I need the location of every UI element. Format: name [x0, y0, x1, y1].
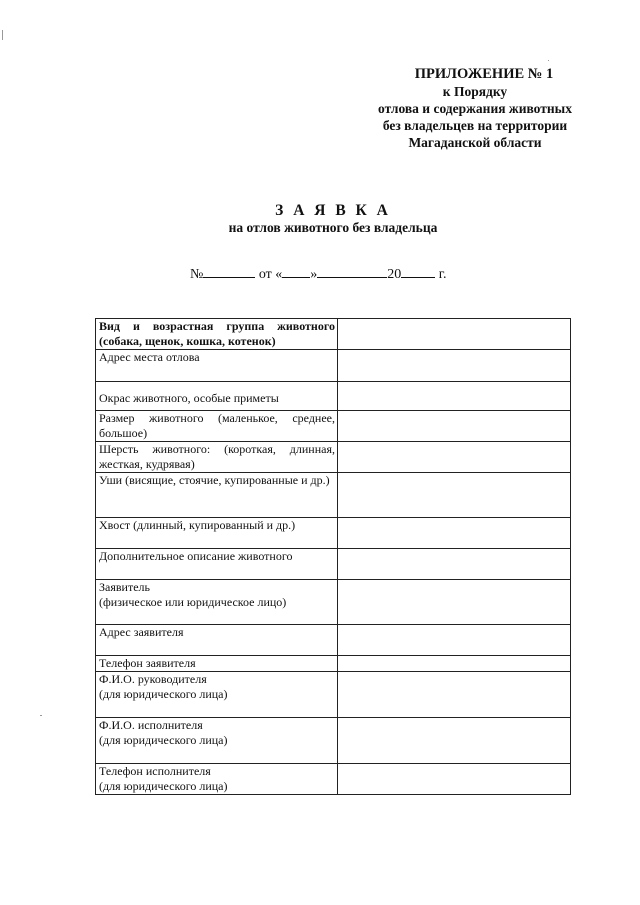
applicant-label: Заявитель [99, 580, 150, 594]
row-value-size[interactable] [338, 411, 571, 442]
row-label-capture-address: Адрес места отлова [96, 350, 338, 382]
row-value-ears[interactable] [338, 473, 571, 518]
director-label: Ф.И.О. руководителя [99, 672, 207, 686]
row-value-capture-address[interactable] [338, 350, 571, 382]
row-label-ears: Уши (висящие, стоячие, купированные и др.) [96, 473, 338, 518]
table-row [96, 518, 571, 549]
table-row [96, 411, 571, 442]
row-value-tail[interactable] [338, 518, 571, 549]
year-prefix: 20 [387, 267, 402, 282]
executor-note: (для юридического лица) [99, 733, 228, 747]
document-title: З А Я В К А [275, 202, 391, 219]
table-row [96, 473, 571, 518]
row-label-extra: Дополнительное описание животного [96, 549, 338, 580]
row-value-executor-phone[interactable] [338, 764, 571, 795]
appendix-block [350, 66, 600, 151]
table-row [96, 580, 571, 625]
number-sign: № [190, 267, 204, 282]
table-row [96, 549, 571, 580]
row-label-applicant-phone: Телефон заявителя [96, 656, 338, 672]
row-value-applicant[interactable] [338, 580, 571, 625]
row-value-applicant-phone[interactable] [338, 656, 571, 672]
row-label-fur: Шерсть животного: (короткая, длинная, жесткая, кудрявая) [96, 442, 338, 473]
appendix-line: к Порядку [442, 84, 508, 99]
row-value-director[interactable] [338, 672, 571, 718]
day-blank[interactable] [282, 264, 310, 278]
table-row [96, 625, 571, 656]
year-blank[interactable] [401, 264, 435, 278]
row-value-fur[interactable] [338, 442, 571, 473]
scan-speck [2, 30, 3, 40]
appendix-heading: ПРИЛОЖЕНИЕ № 1 [414, 66, 554, 82]
table-row [96, 672, 571, 718]
appendix-line: без владельцев на территории [382, 118, 568, 133]
table-row [96, 350, 571, 382]
table-row [96, 718, 571, 764]
row-label-executor [96, 718, 338, 764]
document-subtitle: на отлов животного без владельца [228, 220, 438, 235]
request-form-table [95, 318, 571, 795]
close-quote: » [310, 267, 318, 282]
date-from-label: от « [258, 267, 283, 282]
row-label-color: Окрас животного, особые приметы [96, 382, 338, 411]
row-label-size: Размер животного (маленькое, среднее, большое) [96, 411, 338, 442]
row-label-species: Вид и возрастная группа животного (собака, щенок, кошка, котенок) [96, 319, 338, 350]
row-label-tail: Хвост (длинный, купированный и др.) [96, 518, 338, 549]
appendix-line: отлова и содержания животных [378, 101, 572, 116]
year-suffix: г. [438, 267, 447, 282]
row-label-executor-phone [96, 764, 338, 795]
executor-label: Ф.И.О. исполнителя [99, 718, 203, 732]
row-value-species[interactable] [338, 319, 571, 350]
row-label-applicant [96, 580, 338, 625]
scan-speck [548, 60, 549, 61]
table-row [96, 656, 571, 672]
executor-phone-note: (для юридического лица) [99, 779, 228, 793]
table-row [96, 442, 571, 473]
row-value-applicant-address[interactable] [338, 625, 571, 656]
table-row [96, 764, 571, 795]
row-value-extra[interactable] [338, 549, 571, 580]
executor-phone-label: Телефон исполнителя [99, 764, 211, 778]
appendix-line: Магаданской области [408, 135, 542, 150]
number-blank[interactable] [203, 264, 255, 278]
number-date-line [190, 264, 490, 283]
scan-speck [40, 715, 42, 716]
row-label-director [96, 672, 338, 718]
month-blank[interactable] [317, 264, 387, 278]
row-label-applicant-address: Адрес заявителя [96, 625, 338, 656]
table-row [96, 382, 571, 411]
applicant-note: (физическое или юридическое лицо) [99, 595, 287, 609]
table-row [96, 319, 571, 350]
row-value-color[interactable] [338, 382, 571, 411]
row-value-executor[interactable] [338, 718, 571, 764]
director-note: (для юридического лица) [99, 687, 228, 701]
